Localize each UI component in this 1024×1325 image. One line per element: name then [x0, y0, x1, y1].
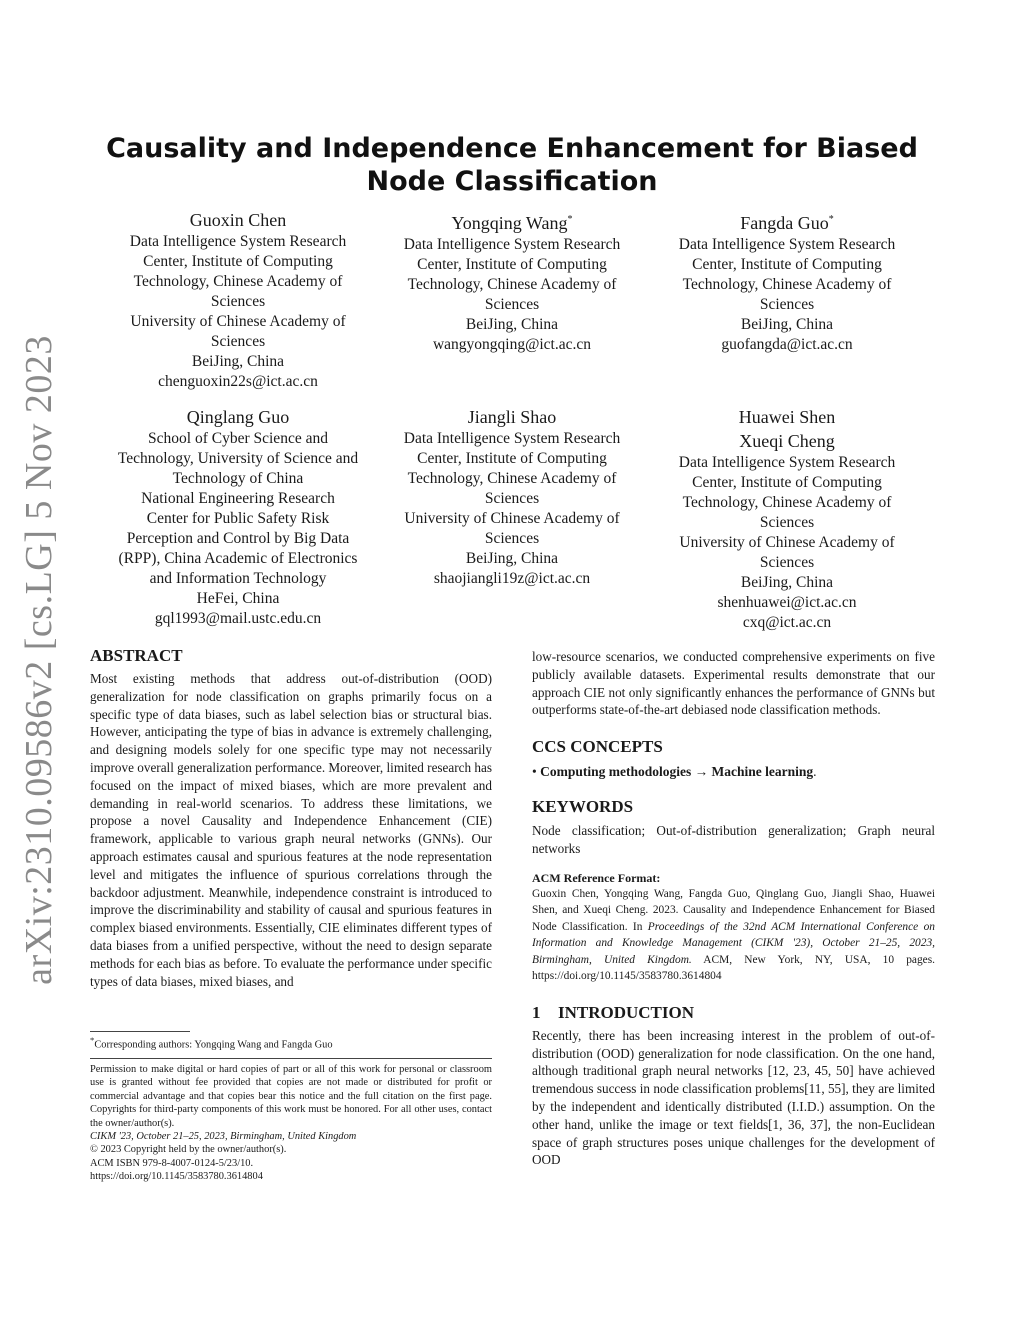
author-name: Huawei Shen [738, 407, 836, 427]
affiliation-line: Technology, Chinese Academy of [407, 276, 617, 293]
author-name: Jiangli Shao [467, 407, 557, 427]
location-line: BeiJing, China [740, 574, 834, 591]
affiliation-line: Center, Institute of Computing [692, 474, 882, 491]
affiliation-line: Sciences [484, 296, 540, 313]
ccs-concept: Computing methodologies [540, 764, 692, 780]
keywords-heading: KEYWORDS [532, 797, 634, 817]
reference-plain: Guoxin Chen, Yongqing Wang, Fangda Guo, Qinglang Guo, Jiangli Shao, Huawei Shen, and Xueqi Cheng. 2023. Causality and Independence Enhancement for Biased Node Classification. In [532, 887, 935, 933]
author-name: Yongqing Wang* [451, 213, 573, 233]
affiliation-line: Center, Institute of Computing [417, 450, 607, 467]
copyright-line: © 2023 Copyright held by the owner/author(s). [90, 1144, 287, 1156]
location-line: BeiJing, China [465, 316, 559, 333]
author-block-5 [377, 405, 647, 589]
doi-line: https://doi.org/10.1145/3583780.3614804 [90, 1171, 263, 1183]
corresponding-mark: * [567, 214, 573, 225]
author-name: Fangda Guo* [740, 213, 834, 233]
affiliation-line: Center, Institute of Computing [417, 256, 607, 273]
affiliation-line: Technology, Chinese Academy of [682, 276, 892, 293]
author-block-2 [377, 208, 647, 355]
affiliation-line: Center, Institute of Computing [692, 256, 882, 273]
affiliation-line: Sciences [210, 333, 266, 350]
corresponding-mark: * [90, 1035, 95, 1045]
email: guofangda@ict.ac.cn [721, 336, 853, 353]
corresponding-mark: * [828, 214, 834, 225]
permission-text: Permission to make digital or hard copies of part or all of this work for personal or classroom use is granted without fee provided that copies are not made or distributed for profit or commercial advantage and that copies bear this notice and the full citation on the first page. Copyrights for third-party components of this work must be honored. For all other uses, contact the owner/author(s). [90, 1064, 492, 1129]
left-column [90, 645, 492, 990]
section-number: 1 [532, 1002, 541, 1022]
location-line: BeiJing, China [740, 316, 834, 333]
author-block-6 [652, 405, 922, 633]
affiliation-line: Center for Public Safety Risk [146, 510, 330, 527]
affiliation-line: Data Intelligence System Research [678, 236, 896, 253]
affiliation-line: National Engineering Research [141, 490, 335, 507]
author-name-2: Xueqi Cheng [739, 431, 835, 451]
abstract-heading: ABSTRACT [90, 646, 183, 665]
affiliation-line: Technology, Chinese Academy of [407, 470, 617, 487]
affiliation-line: Data Intelligence System Research [678, 454, 896, 471]
abstract-continuation: low-resource scenarios, we conducted comprehensive experiments on five publicly available datasets. Experimental results demonstrate that our approach CIE not only significantly enhances the performance of GNNs but outperforms state-of-the-art debiased node classification methods. [532, 649, 935, 718]
email: chenguoxin22s@ict.ac.cn [158, 373, 318, 390]
reference-format [532, 870, 935, 985]
arxiv-side-identifier [4, 335, 74, 985]
ccs-heading: CCS CONCEPTS [532, 737, 663, 757]
permission-rule [90, 1058, 492, 1059]
email: cxq@ict.ac.cn [742, 614, 832, 631]
paper-title: Causality and Independence Enhancement for Biased Node Classification [106, 133, 918, 197]
affiliation-line: Data Intelligence System Research [129, 233, 347, 250]
affiliation-line: Data Intelligence System Research [403, 430, 621, 447]
email: wangyongqing@ict.ac.cn [432, 336, 592, 353]
affiliation-line: Sciences [484, 490, 540, 507]
location-line: BeiJing, China [191, 353, 285, 370]
affiliation-line: University of Chinese Academy of [404, 510, 620, 527]
location-line: HeFei, China [196, 590, 280, 607]
author-name: Qinglang Guo [186, 407, 290, 427]
isbn-line: ACM ISBN 979-8-4007-0124-5/23/10. [90, 1157, 254, 1169]
arrow: → [694, 764, 709, 780]
footnote-rule [90, 1031, 190, 1032]
reference-italic: Proceedings of the 32nd ACM International Conference on Information and Knowledge Management (CIKM '23), October 21–25, 2023, Birmingham, United Kingdom. [532, 920, 935, 966]
email: gql1993@mail.ustc.edu.cn [154, 610, 322, 627]
affiliation-line: Sciences [484, 530, 540, 547]
email: shenhuawei@ict.ac.cn [717, 594, 857, 611]
location-line: BeiJing, China [465, 550, 559, 567]
bullet: • [532, 764, 537, 780]
ccs-subconcept: Machine learning [711, 764, 814, 780]
author-block-3 [652, 208, 922, 355]
abstract-text: Most existing methods that address out-of-distribution (OOD) generalization for node classification on graphs primarily focus on a specific type of data biases, such as label selection bias or structural bias. However, anticipating the type of bias in advance is extremely challenging, and designing models solely for one specific type may not necessarily improve overall generalization performance. Moreover, limited research has focused on the impact of mixed biases, which are more prevalent and demanding in real-world scenarios. To address these limitations, we propose a novel Causality and Independence Enhancement (CIE) framework, applicable to various graph neural networks (GNNs). Our approach estimates causal and spurious features at the node representation level and mitigates the influence of spurious correlations through the backdoor adjustment. Meanwhile, independence constraint is introduced to improve the discriminability and stability of causal and spurious features in complex biased environments. Essentially, CIE eliminates different types of data biases from a unified perspective, without the need to design separate methods for each bias as before. To evaluate the performance under specific types of data biases, mixed biases, and [90, 671, 492, 989]
corresponding-footnote: *Corresponding authors: Yongqing Wang and Fangda Guo [90, 1035, 333, 1051]
affiliation-line: University of Chinese Academy of [679, 534, 895, 551]
affiliation-line: Sciences [759, 514, 815, 531]
email: shaojiangli19z@ict.ac.cn [433, 570, 591, 587]
affiliation-line: Sciences [759, 296, 815, 313]
affiliation-line: School of Cyber Science and [148, 430, 328, 447]
right-column [532, 648, 935, 1169]
affiliation-line: Perception and Control by Big Data [126, 530, 350, 547]
permission-block [90, 1063, 492, 1184]
affiliation-line: and Information Technology [149, 570, 327, 587]
keywords-text: Node classification; Out-of-distribution generalization; Graph neural networks [532, 823, 935, 856]
venue-line: CIKM '23, October 21–25, 2023, Birmingham, United Kingdom [90, 1131, 357, 1143]
affiliation-line: Data Intelligence System Research [403, 236, 621, 253]
affiliation-line: Technology of China [172, 470, 304, 487]
author-block-1 [103, 208, 373, 392]
affiliation-line: Sciences [210, 293, 266, 310]
affiliation-line: Center, Institute of Computing [143, 253, 333, 270]
reference-format-heading: ACM Reference Format: [532, 870, 661, 885]
ccs-concept-line: • Computing methodologies → Machine learning. [532, 764, 817, 780]
affiliation-line: (RPP), China Academic of Electronics [118, 550, 358, 567]
affiliation-line: Technology, Chinese Academy of [133, 273, 343, 290]
affiliation-line: Technology, University of Science and [117, 450, 359, 467]
introduction-text: Recently, there has been increasing interest in the problem of out-of-distribution (OOD) generalization for node classification. On the one hand, although traditional graph neural networks [12, 23, 45, 50] have achieved tremendous success in node classification problems[11, 55], they are limited by the independent and identically distributed (I.I.D.) assumption. On the other hand, unlike the image or text fields[1, 36, 37], the non-Euclidean space of graph structures poses unique challenges for the development of OOD [532, 1027, 935, 1168]
affiliation-line: University of Chinese Academy of [130, 313, 346, 330]
arxiv-identifier-text: arXiv:2310.09586v2 [cs.LG] 5 Nov 2023 [18, 335, 60, 985]
author-block-4 [103, 405, 373, 629]
affiliation-line: Sciences [759, 554, 815, 571]
affiliation-line: Technology, Chinese Academy of [682, 494, 892, 511]
author-name: Guoxin Chen [189, 210, 287, 230]
reference-tail: ACM, New York, NY, USA, 10 pages. https://doi.org/10.1145/3583780.3614804 [532, 953, 935, 983]
introduction-heading: 1 INTRODUCTION [532, 1002, 695, 1022]
